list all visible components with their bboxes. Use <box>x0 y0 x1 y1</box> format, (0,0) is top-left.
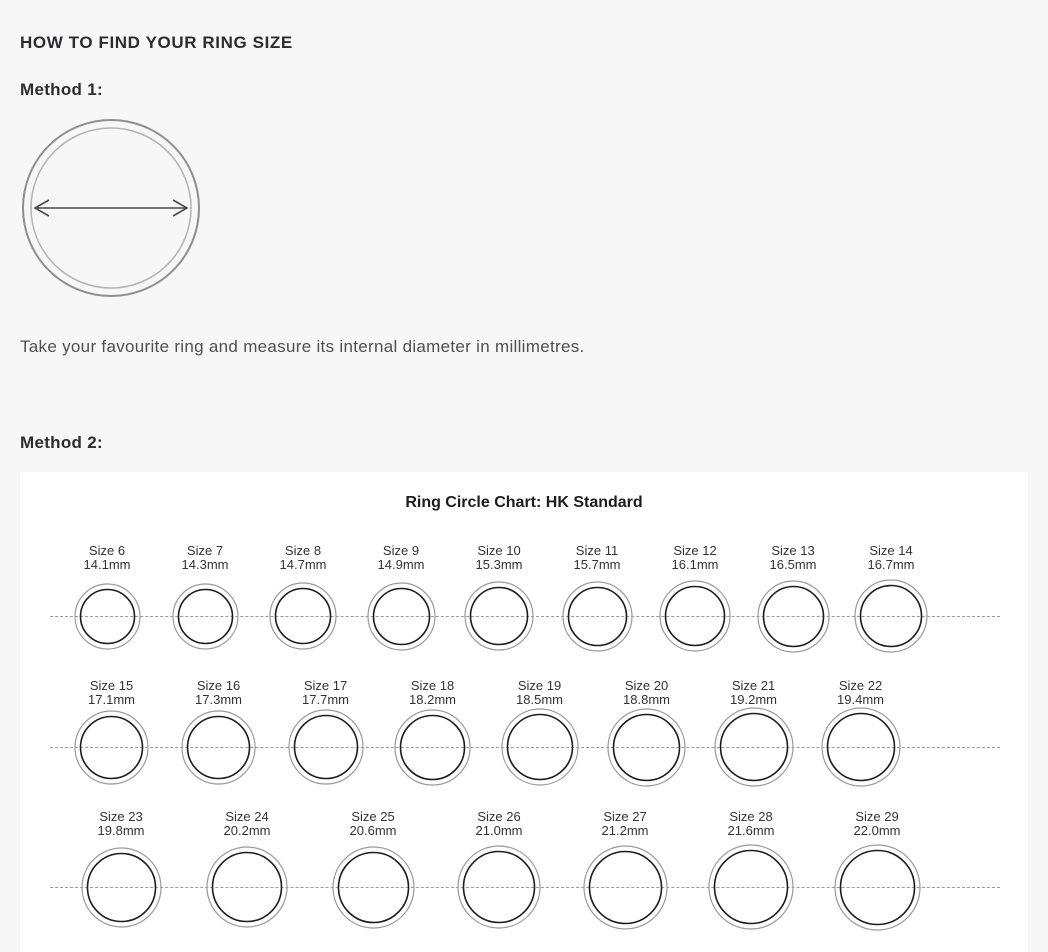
ring-circle <box>501 707 579 787</box>
ring-size-label: Size 9 <box>382 543 420 558</box>
ring-diameter-label: 20.6mm <box>349 823 397 838</box>
ring-size-label: Size 14 <box>869 543 913 558</box>
ring-size-item <box>58 679 165 787</box>
ring-diameter-label: 19.8mm <box>97 823 145 838</box>
ring-size-item <box>436 810 562 936</box>
ring-size-label: Size 20 <box>624 678 669 693</box>
ring-size-item <box>486 679 593 787</box>
ring-circle-icon <box>501 708 579 786</box>
ring-size-item <box>184 810 310 936</box>
ring-circle <box>562 572 633 660</box>
page-title: HOW TO FIND YOUR RING SIZE <box>20 33 293 52</box>
ring-circle-chart <box>20 472 1028 952</box>
ring-circle <box>81 838 162 936</box>
ring-size-item <box>272 679 379 787</box>
ring-circle-icon <box>562 581 633 652</box>
ring-size-label: Size 16 <box>196 678 241 693</box>
ring-circle-icon <box>659 580 731 652</box>
ring-circle <box>172 572 239 660</box>
ring-circle <box>288 707 364 787</box>
ring-circle <box>583 838 668 936</box>
diameter-arrow-icon <box>35 200 187 216</box>
ring-size-item <box>548 544 646 660</box>
ring-diameter-label: 15.3mm <box>475 557 523 572</box>
ring-diameter-label: 14.3mm <box>181 557 229 572</box>
ring-circle-icon <box>821 707 901 787</box>
chart-title: Ring Circle Chart: HK Standard <box>405 494 643 511</box>
ring-size-label: Size 6 <box>88 543 126 558</box>
ring-circle-icon <box>269 582 337 650</box>
ring-circle-icon <box>394 709 471 786</box>
ring-circle <box>708 838 794 936</box>
ring-size-item <box>842 544 940 660</box>
ring-diameter-label: 18.2mm <box>409 692 456 707</box>
ring-circle-icon <box>714 707 794 787</box>
ring-size-item <box>58 544 156 660</box>
ring-circle <box>206 838 288 936</box>
ring-circle <box>659 572 731 660</box>
ring-size-row <box>20 544 1028 660</box>
ring-size-label: Size 24 <box>225 809 269 824</box>
method1-description: Take your favourite ring and measure its internal diameter in millimetres. <box>20 337 585 356</box>
ring-size-label: Size 17 <box>303 678 348 693</box>
ring-circle <box>821 707 901 787</box>
ring-diameter-label: 17.7mm <box>302 692 349 707</box>
ring-circle <box>607 707 686 787</box>
ring-diameter-label: 21.2mm <box>601 823 649 838</box>
ring-size-label: Size 19 <box>517 678 562 693</box>
ring-circle <box>367 572 436 660</box>
ring-size-label: Size 13 <box>771 543 815 558</box>
ring-circle-icon <box>757 580 830 653</box>
ring-size-label: Size 7 <box>186 543 224 558</box>
ring-circle <box>181 707 256 787</box>
ring-size-item <box>254 544 352 660</box>
ring-size-item <box>379 679 486 787</box>
ring-circle <box>74 707 149 787</box>
ring-size-label: Size 27 <box>603 809 647 824</box>
method1-heading: Method 1: <box>20 80 103 99</box>
ring-circle-icon <box>81 847 162 928</box>
ring-diameter-label: 14.9mm <box>377 557 425 572</box>
row-items <box>20 810 1028 936</box>
row-items <box>20 544 1028 660</box>
ring-size-label: Size 15 <box>89 678 134 693</box>
ring-diameter-illustration <box>21 114 203 302</box>
ring-size-item <box>156 544 254 660</box>
ring-diameter-label: 16.1mm <box>671 557 719 572</box>
ring-size-item <box>310 810 436 936</box>
ring-size-label: Size 12 <box>673 543 717 558</box>
ring-diameter-label: 18.5mm <box>516 692 563 707</box>
ring-size-item <box>58 810 184 936</box>
ring-size-label: Size 29 <box>855 809 899 824</box>
ring-size-item <box>450 544 548 660</box>
ring-circle <box>757 572 830 660</box>
ring-diameter-label: 21.0mm <box>475 823 523 838</box>
ring-circle-icon <box>74 583 141 650</box>
ring-circle <box>714 707 794 787</box>
ring-circle <box>464 572 534 660</box>
ring-circle <box>394 707 471 787</box>
ring-diameter-label: 17.3mm <box>195 692 242 707</box>
ring-diameter-label: 15.7mm <box>573 557 621 572</box>
ring-circle-icon <box>206 846 288 928</box>
ring-diameter-label: 17.1mm <box>88 692 135 707</box>
ring-diameter-label: 20.2mm <box>223 823 271 838</box>
method2-heading: Method 2: <box>20 433 103 452</box>
ring-circle-icon <box>74 710 149 785</box>
ring-circle <box>854 572 928 660</box>
ring-size-item <box>562 810 688 936</box>
ring-size-label: Size 18 <box>410 678 455 693</box>
ring-diameter-label: 16.7mm <box>867 557 915 572</box>
ring-size-item <box>814 810 940 936</box>
ring-circle-icon <box>288 709 364 785</box>
ring-size-item <box>807 679 914 787</box>
ring-diameter-label: 16.5mm <box>769 557 817 572</box>
ring-circle-icon <box>854 579 928 653</box>
ring-circle-icon <box>367 582 436 651</box>
ring-diameter-label: 19.4mm <box>837 692 884 707</box>
ring-circle-icon <box>464 581 534 651</box>
ring-size-label: Size 26 <box>477 809 521 824</box>
ring-circle-icon <box>172 583 239 650</box>
row-items <box>20 679 1028 787</box>
ring-size-label: Size 22 <box>838 678 883 693</box>
ring-size-item <box>165 679 272 787</box>
ring-size-item <box>744 544 842 660</box>
ring-size-label: Size 25 <box>351 809 395 824</box>
ring-circle-icon <box>181 710 256 785</box>
ring-diameter-label: 19.2mm <box>730 692 777 707</box>
ring-circle <box>269 572 337 660</box>
ring-size-item <box>593 679 700 787</box>
ring-diameter-label: 14.7mm <box>279 557 327 572</box>
ring-size-label: Size 23 <box>99 809 143 824</box>
ring-diameter-label: 14.1mm <box>83 557 131 572</box>
ring-diameter-label: 18.8mm <box>623 692 670 707</box>
ring-circle <box>74 572 141 660</box>
ring-circle <box>332 838 415 936</box>
ring-size-label: Size 8 <box>284 543 322 558</box>
chart-rows <box>20 544 1028 936</box>
ring-size-item <box>700 679 807 787</box>
ring-circle-icon <box>457 845 541 929</box>
ring-size-row <box>20 679 1028 787</box>
ring-diameter-label: 21.6mm <box>727 823 775 838</box>
ring-diameter-label: 22.0mm <box>853 823 901 838</box>
ring-size-guide-page <box>0 33 1048 952</box>
ring-size-row <box>20 810 1028 936</box>
ring-circle-icon <box>332 846 415 929</box>
ring-size-item <box>688 810 814 936</box>
ring-circle <box>834 838 921 936</box>
ring-size-item <box>646 544 744 660</box>
ring-circle-icon <box>607 708 686 787</box>
ring-size-label: Size 10 <box>477 543 521 558</box>
ring-circle-icon <box>583 845 668 930</box>
ring-circle <box>457 838 541 936</box>
ring-circle-icon <box>834 844 921 931</box>
ring-diameter-icon <box>21 114 203 302</box>
ring-size-label: Size 11 <box>575 543 619 558</box>
ring-size-label: Size 28 <box>729 809 773 824</box>
ring-size-item <box>352 544 450 660</box>
ring-circle-icon <box>708 844 794 930</box>
ring-size-label: Size 21 <box>731 678 776 693</box>
